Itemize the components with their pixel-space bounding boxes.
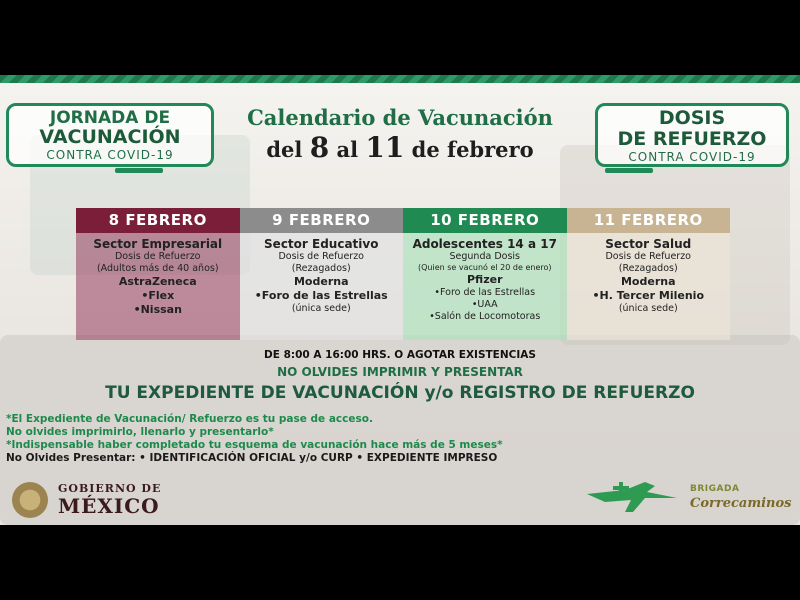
note-line-1: *El Expediente de Vacunación/ Refuerzo es tu pase de acceso. <box>6 413 373 425</box>
present-line <box>6 452 566 465</box>
calendar-dates <box>220 131 580 164</box>
reminder-text: NO OLVIDES IMPRIMIR Y PRESENTAR <box>277 365 523 379</box>
badge-refuerzo <box>595 103 789 167</box>
schedule-line: Pfizer <box>466 273 503 286</box>
top-stripe <box>0 75 800 83</box>
correcaminos-label: Correcaminos <box>690 496 792 511</box>
note-line-2: No olvides imprimirlo, llenarlo y presentarlo* <box>6 426 274 438</box>
schedule-line: Moderna <box>293 275 349 288</box>
schedule-body <box>76 233 240 340</box>
schedule-line: Dosis de Refuerzo <box>278 251 364 262</box>
badge-jornada <box>6 103 214 167</box>
schedule-line: Sector Salud <box>605 237 692 251</box>
dates-start: 8 <box>309 131 330 164</box>
schedule-date-header: 10 FEBRERO <box>403 208 567 233</box>
schedule-line: (Quien se vacunó el 20 de enero) <box>418 263 552 272</box>
schedule-line: Dosis de Refuerzo <box>114 251 201 262</box>
badge-jornada-line1: JORNADA DE <box>49 108 171 128</box>
schedule-line: •H. Tercer Milenio <box>592 289 704 302</box>
schedule-line: (Adultos más de 40 años) <box>96 263 219 274</box>
dates-al: al <box>329 137 366 162</box>
brigada-label: BRIGADA <box>690 484 740 494</box>
mexico-seal-icon <box>12 482 48 518</box>
dates-month: de febrero <box>404 137 534 162</box>
schedule-line: Moderna <box>620 275 676 288</box>
schedule-line: (Rezagados) <box>291 263 351 274</box>
schedule-column <box>403 208 567 340</box>
badge-refuerzo-line1: DOSIS <box>658 107 726 129</box>
schedule-line: Segunda Dosis <box>449 251 520 262</box>
schedule-line: (única sede) <box>618 303 678 314</box>
schedule-column <box>240 208 404 340</box>
schedule-line: •Nissan <box>133 303 182 316</box>
badge-refuerzo-line3: CONTRA COVID-19 <box>628 150 756 164</box>
schedule-column <box>567 208 731 340</box>
schedule-line: (única sede) <box>291 303 351 314</box>
dates-end: 11 <box>365 131 405 164</box>
schedule-line: Adolescentes 14 a 17 <box>412 237 557 251</box>
schedule-line: •Flex <box>141 289 175 302</box>
schedule-line: •Salón de Locomotoras <box>429 311 541 322</box>
schedule-line: •UAA <box>471 299 498 310</box>
hours-text: DE 8:00 A 16:00 HRS. O AGOTAR EXISTENCIAS <box>264 349 536 361</box>
schedule-line: Dosis de Refuerzo <box>605 251 691 262</box>
badge-refuerzo-line2: DE REFUERZO <box>617 128 767 150</box>
schedule-date-header: 9 FEBRERO <box>240 208 404 233</box>
schedule-line: •Foro de las Estrellas <box>254 289 388 302</box>
badge-jornada-line2: VACUNACIÓN <box>39 126 181 148</box>
syringe-icon <box>605 168 653 173</box>
schedule-line: (Rezagados) <box>618 263 678 274</box>
schedule-date-header: 8 FEBRERO <box>76 208 240 233</box>
schedule-line: •Foro de las Estrellas <box>434 287 536 298</box>
syringe-icon <box>115 168 163 173</box>
schedule-grid <box>76 208 730 340</box>
schedule-line: AstraZeneca <box>118 275 197 288</box>
schedule-body <box>403 233 567 340</box>
badge-jornada-line3: CONTRA COVID-19 <box>46 148 174 162</box>
schedule-line: Sector Educativo <box>264 237 379 251</box>
present-item-1: • IDENTIFICACIÓN OFICIAL y/o CURP <box>139 452 353 464</box>
notes-block <box>6 413 566 465</box>
present-item-2: • EXPEDIENTE IMPRESO <box>356 452 498 464</box>
roadrunner-logo-icon <box>585 480 685 516</box>
note-line-3: *Indispensable haber completado tu esquema de vacunación hace más de 5 meses* <box>6 439 503 451</box>
schedule-body <box>567 233 731 340</box>
calendar-title: Calendario de Vacunación <box>247 105 553 130</box>
schedule-body <box>240 233 404 340</box>
headline-text: TU EXPEDIENTE DE VACUNACIÓN y/o REGISTRO DE REFUERZO <box>105 383 695 403</box>
schedule-column <box>76 208 240 340</box>
gobierno-line1: GOBIERNO DE <box>58 482 162 495</box>
dates-del: del <box>266 137 310 162</box>
gobierno-line2: MÉXICO <box>58 494 160 518</box>
schedule-line: Sector Empresarial <box>93 237 223 251</box>
present-label: No Olvides Presentar: <box>6 452 136 464</box>
gobierno-logo <box>58 482 161 517</box>
schedule-date-header: 11 FEBRERO <box>567 208 731 233</box>
